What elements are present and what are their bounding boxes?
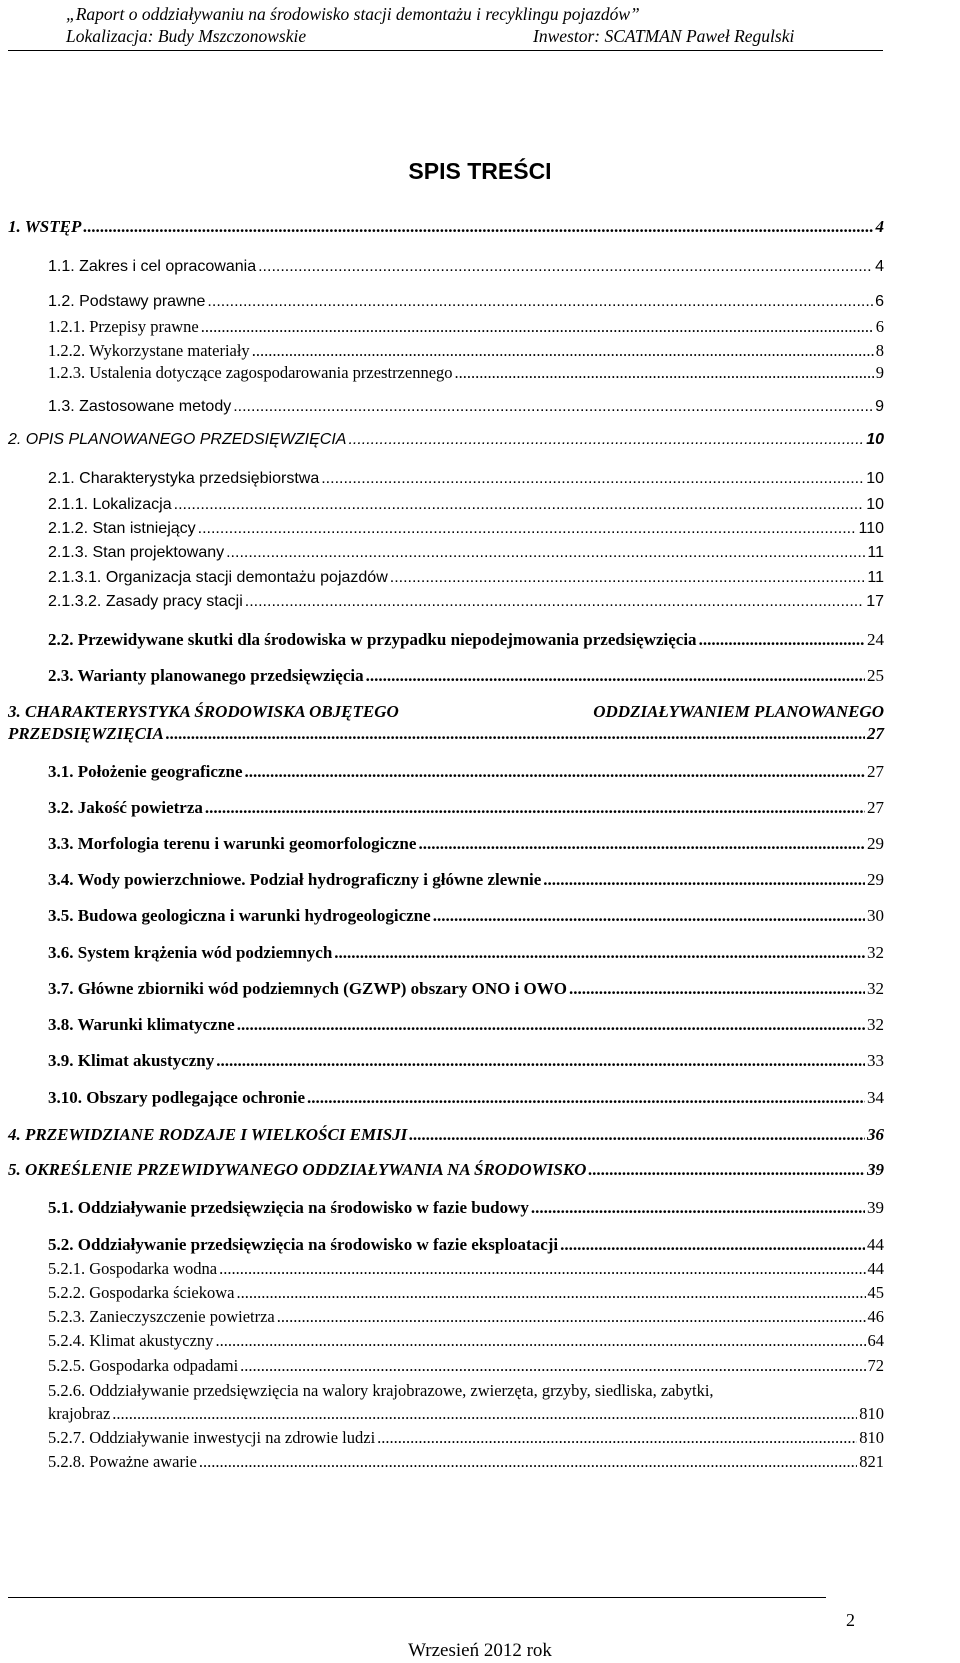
toc-entry[interactable] [8, 429, 884, 451]
toc-entry-page: 27 [867, 724, 884, 743]
toc-entry-page: 27 [867, 798, 884, 817]
toc-entry[interactable] [48, 629, 884, 651]
toc-entry-label: 1.3. Zastosowane metody [48, 398, 232, 415]
toc-entry[interactable] [48, 362, 884, 384]
toc-entry-page: 4 [875, 258, 884, 275]
toc-entry-label-part: 3. CHARAKTERYSTYKA ŚRODOWISKA OBJĘTEGO [8, 702, 399, 721]
toc-entry-page: 25 [867, 666, 884, 685]
toc-entry-label: 2.1.3.1. Organizacja stacji demontażu pojazdów [48, 569, 388, 586]
toc-entry-page: 810 [859, 1404, 884, 1423]
toc-entry-label: 1.2.3. Ustalenia dotyczące zagospodarowania przestrzennego [48, 363, 453, 382]
toc-entry-page: 8 [875, 341, 884, 360]
toc-entry[interactable] [48, 1403, 884, 1425]
toc-entry[interactable] [48, 316, 884, 338]
toc-entry-label: 3.2. Jakość powietrza [48, 798, 203, 817]
toc-entry-label: 5.2. Oddziaływanie przedsięwzięcia na środowisko w fazie eksploatacji [48, 1235, 559, 1254]
page-number: 2 [846, 1610, 855, 1630]
toc-entry-label: 3.6. System krążenia wód podziemnych [48, 943, 333, 962]
toc-entry-page: 29 [867, 870, 884, 889]
toc-entry-label: 2. OPIS PLANOWANEGO PRZEDSIĘWZIĘCIA [8, 431, 347, 448]
toc-entry[interactable] [48, 591, 884, 613]
toc-entry-label: 2.1.1. Lokalizacja [48, 496, 172, 513]
toc-entry[interactable] [48, 1355, 884, 1377]
toc-entry-page: 29 [867, 834, 884, 853]
toc-entry-label: 1.2.2. Wykorzystane materiały [48, 341, 250, 360]
toc-entry-label: 5.1. Oddziaływanie przedsięwzięcia na środowisko w fazie budowy [48, 1198, 529, 1217]
toc-entry-label: 5.2.8. Poważne awarie [48, 1452, 197, 1471]
toc-entry[interactable] [8, 1124, 884, 1146]
toc-entry-page: 32 [867, 1015, 884, 1034]
toc-entry-label: 5.2.3. Zanieczyszczenie powietrza [48, 1307, 275, 1326]
toc-entry-page: 64 [867, 1331, 884, 1350]
report-title: „Raport o oddziaływaniu na środowisko stacji demontażu i recyklingu pojazdów” [66, 4, 640, 24]
toc-entry-label: PRZEDSIĘWZIĘCIA [8, 724, 164, 743]
toc-entry-label: 2.1. Charakterystyka przedsiębiorstwa [48, 470, 320, 487]
toc-entry[interactable] [48, 567, 884, 589]
toc-entry-page: 45 [867, 1283, 884, 1302]
toc-entry-page: 11 [867, 544, 884, 561]
toc-entry[interactable] [8, 1159, 884, 1181]
toc-entry[interactable] [48, 291, 884, 313]
toc-entry-label: 1.1. Zakres i cel opracowania [48, 258, 257, 275]
footer-date: Wrzesień 2012 rok [408, 1640, 552, 1661]
toc-entry[interactable] [48, 1330, 884, 1352]
toc-entry-page: 30 [867, 906, 884, 925]
toc-entry-page: 9 [875, 398, 884, 415]
toc-entry-page: 821 [859, 1452, 884, 1471]
toc-entry-page: 17 [866, 593, 884, 610]
toc-entry-first-line: 5.2.6. Oddziaływanie przedsięwzięcia na walory krajobrazowe, zwierzęta, grzyby, siedliska, zabytki, [48, 1381, 714, 1400]
toc-entry-page: 33 [867, 1051, 884, 1070]
toc-entry[interactable] [8, 216, 884, 238]
toc-entry-label: krajobraz [48, 1404, 111, 1423]
toc-entry[interactable] [48, 797, 884, 819]
toc-entry-label: 3.10. Obszary podlegające ochronie [48, 1088, 306, 1107]
toc-entry-label: 2.3. Warianty planowanego przedsięwzięcia [48, 666, 364, 685]
toc-entry-page: 27 [867, 762, 884, 781]
toc-entry-label: 3.4. Wody powierzchniowe. Podział hydrograficzny i główne zlewnie [48, 870, 542, 889]
toc-entry[interactable] [48, 1258, 884, 1280]
toc-entry-page: 72 [867, 1356, 884, 1375]
toc-entry[interactable] [48, 518, 884, 540]
toc-entry-label: 2.2. Przewidywane skutki dla środowiska w przypadku niepodejmowania przedsięwzięcia [48, 630, 697, 649]
investor-label: Inwestor: SCATMAN Paweł Regulski [533, 26, 795, 46]
toc-entry[interactable] [48, 256, 884, 278]
toc-entry-label: 4. PRZEWIDZIANE RODZAJE I WIELKOŚCI EMISJI [8, 1125, 408, 1144]
toc-entry-page: 32 [867, 943, 884, 962]
toc-entry[interactable] [48, 1197, 884, 1219]
toc-entry-label: 2.1.3. Stan projektowany [48, 544, 225, 561]
toc-entry[interactable] [48, 1451, 884, 1473]
toc-entry-page: 10 [866, 431, 884, 448]
toc-entry-label: 1. WSTĘP [8, 217, 82, 236]
toc-entry-label: 3.1. Położenie geograficzne [48, 762, 243, 781]
toc-entry[interactable] [48, 1282, 884, 1304]
toc-entry[interactable] [48, 1306, 884, 1328]
toc-entry[interactable] [48, 1014, 884, 1036]
toc-entry[interactable] [48, 978, 884, 1000]
toc-entry-label: 2.1.2. Stan istniejący [48, 520, 196, 537]
toc-entry-page: 110 [858, 520, 884, 537]
toc-entry-page: 10 [866, 496, 884, 513]
toc-entry-label: 3.3. Morfologia terenu i warunki geomorfologiczne [48, 834, 417, 853]
toc-entry-page: 9 [875, 363, 884, 382]
toc-entry-label: 3.8. Warunki klimatyczne [48, 1015, 235, 1034]
toc-entry-label: 5.2.7. Oddziaływanie inwestycji na zdrowie ludzi [48, 1428, 376, 1447]
toc-entry[interactable] [48, 869, 884, 891]
toc-entry-page: 39 [867, 1198, 884, 1217]
toc-entry[interactable] [48, 1050, 884, 1072]
toc-entry-label-part: ODDZIAŁYWANIEM PLANOWANEGO [593, 702, 884, 721]
toc-entry-label: 5.2.1. Gospodarka wodna [48, 1259, 218, 1278]
toc-entry-page: 46 [867, 1307, 884, 1326]
toc-entry-label: 2.1.3.2. Zasady pracy stacji [48, 593, 243, 610]
toc-entry[interactable] [48, 833, 884, 855]
toc-entry-page: 32 [867, 979, 884, 998]
toc-entry-heading-line [8, 701, 884, 723]
toc-entry[interactable] [48, 665, 884, 687]
toc-entry[interactable] [48, 942, 884, 964]
toc-entry-page: 24 [867, 630, 884, 649]
toc-entry[interactable] [48, 905, 884, 927]
toc-entry[interactable] [48, 340, 884, 362]
toc-entry-label: 3.7. Główne zbiorniki wód podziemnych (GZWP) obszary ONO i OWO [48, 979, 567, 998]
toc-title: SPIS TREŚCI [408, 158, 552, 184]
toc-entry[interactable] [48, 1234, 884, 1256]
toc-entry[interactable] [48, 542, 884, 564]
toc-entry-page: 44 [867, 1235, 884, 1254]
toc-entry-page: 4 [875, 217, 884, 236]
toc-entry-label: 5.2.2. Gospodarka ściekowa [48, 1283, 235, 1302]
page-header [8, 2, 883, 51]
toc-entry-label: 3.5. Budowa geologiczna i warunki hydrogeologiczne [48, 906, 431, 925]
toc-entry-label: 1.2.1. Przepisy prawne [48, 317, 199, 336]
toc-entry-label: 3.9. Klimat akustyczny [48, 1051, 215, 1070]
toc-entry-page: 6 [875, 317, 884, 336]
toc-entry-page: 44 [867, 1259, 884, 1278]
toc-entry-page: 10 [866, 470, 884, 487]
toc-entry[interactable] [48, 761, 884, 783]
toc-entry-label: 5.2.5. Gospodarka odpadami [48, 1356, 239, 1375]
toc-entry-label: 5.2.4. Klimat akustyczny [48, 1331, 214, 1350]
toc-entry-page: 36 [867, 1125, 884, 1144]
location-label: Lokalizacja: Budy Mszczonowskie [66, 26, 307, 46]
toc-entry-label: 5. OKREŚLENIE PRZEWIDYWANEGO ODDZIAŁYWANIA NA ŚRODOWISKO [8, 1160, 587, 1179]
toc-entry-label: 1.2. Podstawy prawne [48, 293, 206, 310]
toc-entry[interactable] [48, 1427, 884, 1449]
toc-entry-page: 6 [875, 293, 884, 310]
toc-entry-page: 11 [867, 569, 884, 586]
toc-entry-page: 34 [867, 1088, 884, 1107]
toc-entry[interactable] [48, 468, 884, 490]
toc-entry[interactable] [48, 494, 884, 516]
toc-entry-page: 39 [867, 1160, 884, 1179]
toc-entry[interactable] [48, 396, 884, 418]
toc-entry[interactable] [8, 723, 884, 745]
footer-divider [8, 1597, 826, 1598]
toc-entry-page: 810 [859, 1428, 884, 1447]
toc-entry[interactable] [48, 1087, 884, 1109]
